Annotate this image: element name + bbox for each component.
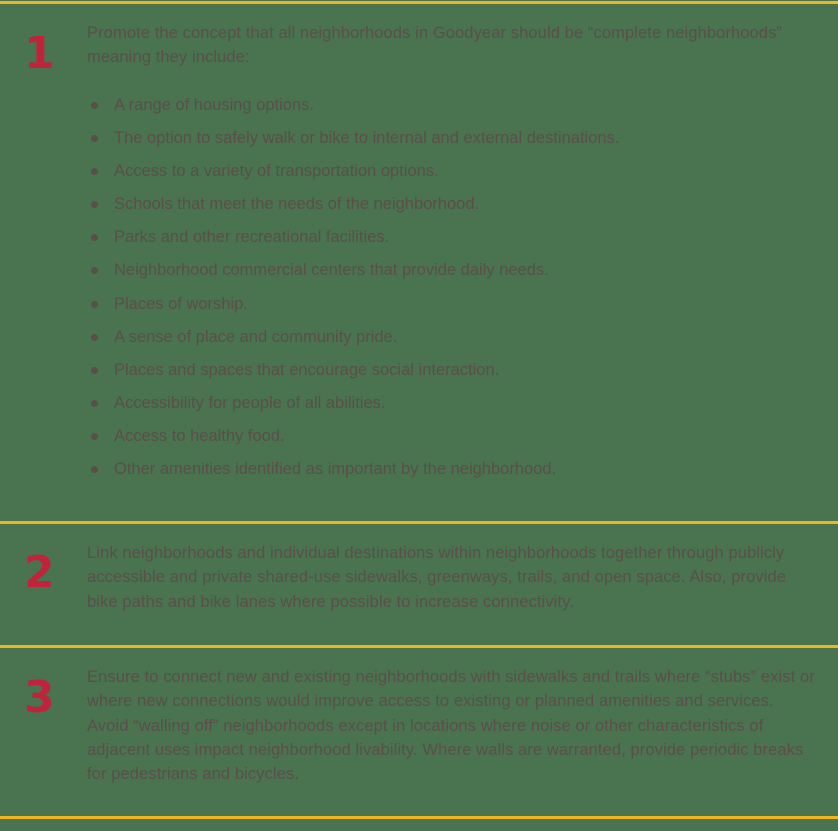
bottom-divider bbox=[0, 816, 838, 819]
list-item: A sense of place and community pride. bbox=[88, 325, 619, 358]
amenity-list bbox=[88, 93, 619, 490]
section-divider bbox=[0, 521, 838, 524]
item-text: Ensure to connect new and existing neighborhoods with sidewalks and trails where “stubs” exist or where new connections would improve access to existing or planned amenities and services. Avoid “walling off” neighborhoods except in locations where noise or other characteristics of adjacent uses impact neighborhood livability. Where walls are warranted, provide periodic breaks for pedestrians and bicycles. bbox=[87, 668, 815, 784]
list-item: Neighborhood commercial centers that provide daily needs. bbox=[88, 258, 619, 291]
list-item: Other amenities identified as important by the neighborhood. bbox=[88, 457, 619, 490]
list-item: Access to healthy food. bbox=[88, 424, 619, 457]
top-divider bbox=[0, 1, 838, 4]
list-item: Schools that meet the needs of the neighborhood. bbox=[88, 192, 619, 225]
list-item: Places and spaces that encourage social interaction. bbox=[88, 358, 619, 391]
item-text: Link neighborhoods and individual destinations within neighborhoods together through publicly accessible and private shared-use sidewalks, greenways, trails, and open space. Also, provide bike paths and bike lanes where possible to increase connectivity. bbox=[87, 544, 787, 611]
item-number: 2 bbox=[24, 547, 55, 598]
list-item: Parks and other recreational facilities. bbox=[88, 225, 619, 258]
list-item: A range of housing options. bbox=[88, 93, 619, 126]
item-number: 3 bbox=[24, 672, 55, 723]
list-item: Accessibility for people of all abilities. bbox=[88, 391, 619, 424]
list-item: The option to safely walk or bike to internal and external destinations. bbox=[88, 126, 619, 159]
item-text: Promote the concept that all neighborhoods in Goodyear should be “complete neighborhoods” meaning they include: bbox=[87, 24, 783, 67]
item-number: 1 bbox=[24, 28, 55, 79]
list-item: Places of worship. bbox=[88, 292, 619, 325]
section-divider bbox=[0, 645, 838, 648]
list-item: Access to a variety of transportation options. bbox=[88, 159, 619, 192]
